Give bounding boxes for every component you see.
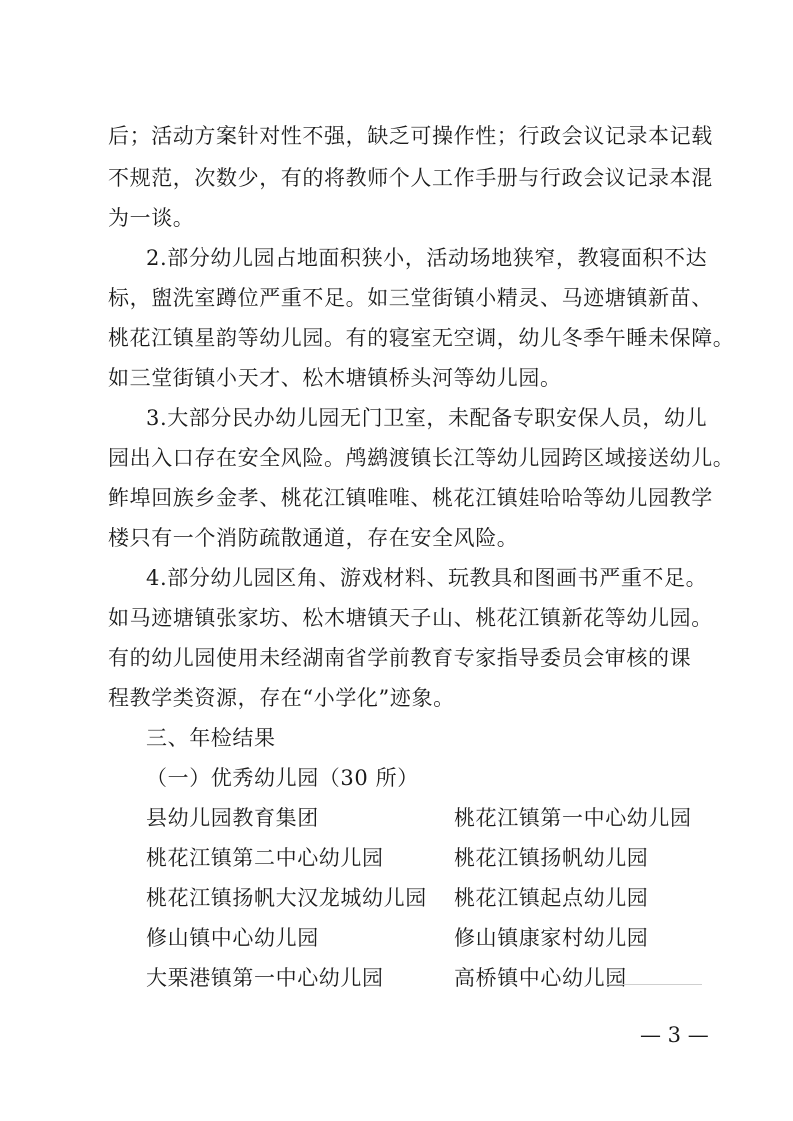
- kindergarten-name: 桃花江镇起点幼儿园: [454, 886, 649, 910]
- paragraph-line: 4.部分幼儿园区角、游戏材料、玩教具和图画书严重不足。: [146, 566, 708, 590]
- paragraph-line: 3.大部分民办幼儿园无门卫室，未配备专职安保人员，幼儿: [146, 406, 708, 430]
- paragraph-line: 如马迹塘镇张家坊、松木塘镇天子山、桃花江镇新花等幼儿园。: [108, 606, 713, 630]
- kindergarten-name: 桃花江镇第二中心幼儿园: [146, 846, 384, 870]
- kindergarten-name: 县幼儿园教育集团: [146, 806, 319, 830]
- paragraph-line: 楼只有一个消防疏散通道，存在安全风险。: [108, 526, 519, 550]
- paragraph-line: 如三堂街镇小天才、松木塘镇桥头河等幼儿园。: [108, 366, 562, 390]
- paragraph-line: 为一谈。: [108, 206, 195, 230]
- kindergarten-name: 修山镇康家村幼儿园: [454, 926, 649, 950]
- kindergarten-name: 高桥镇中心幼儿园: [454, 966, 627, 990]
- page-number: — 3 —: [640, 1023, 709, 1047]
- paragraph-line: 鲊埠回族乡金孝、桃花江镇唯唯、桃花江镇娃哈哈等幼儿园教学: [108, 486, 713, 510]
- paragraph-line: 标，盥洗室蹲位严重不足。如三堂街镇小精灵、马迹塘镇新苗、: [108, 286, 713, 310]
- paragraph-line: 有的幼儿园使用未经湖南省学前教育专家指导委员会审核的课: [108, 646, 692, 670]
- paragraph-line: 不规范，次数少，有的将教师个人工作手册与行政会议记录本混: [108, 166, 713, 190]
- section-heading: 三、年检结果: [146, 726, 276, 750]
- kindergarten-name: 桃花江镇扬帆幼儿园: [454, 846, 649, 870]
- paragraph-line: 桃花江镇星韵等幼儿园。有的寝室无空调，幼儿冬季午睡未保障。: [108, 326, 735, 350]
- paragraph-line: 2.部分幼儿园占地面积狭小，活动场地狭窄，教寝面积不达: [146, 246, 708, 270]
- footer-rule: [606, 984, 702, 985]
- paragraph-line: 程教学类资源，存在“小学化”迹象。: [108, 686, 455, 710]
- paragraph-line: 后；活动方案针对性不强，缺乏可操作性；行政会议记录本记载: [108, 124, 713, 148]
- kindergarten-name: 桃花江镇扬帆大汉龙城幼儿园: [146, 886, 427, 910]
- kindergarten-name: 修山镇中心幼儿园: [146, 926, 319, 950]
- kindergarten-name: 桃花江镇第一中心幼儿园: [454, 806, 692, 830]
- kindergarten-name: 大栗港镇第一中心幼儿园: [146, 966, 384, 990]
- subsection-heading: （一）优秀幼儿园（30 所）: [146, 766, 419, 790]
- paragraph-line: 园出入口存在安全风险。鸬鹚渡镇长江等幼儿园跨区域接送幼儿。: [108, 446, 735, 470]
